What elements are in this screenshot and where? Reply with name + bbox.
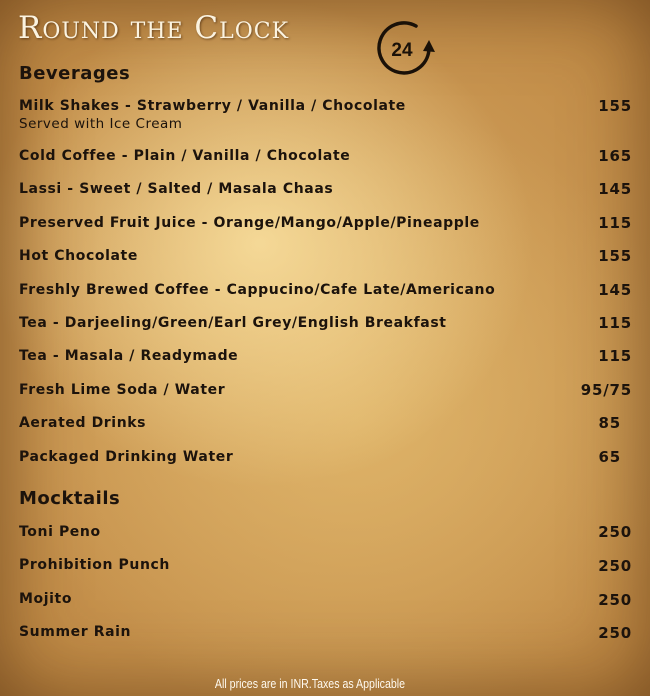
menu-item-name: Fresh Lime Soda / Water [19,382,226,398]
menu-item-price: 85 [598,414,621,432]
menu-item-name: Tea - Masala / Readymade [19,348,239,364]
menu-item-price: 165 [598,147,632,165]
menu-item-name: Milk Shakes - Strawberry / Vanilla / Chocolate [19,98,406,114]
price-note: All prices are in INR.Taxes as Applicable [214,677,406,691]
menu-item-price: 145 [598,281,632,299]
menu-item-name: Cold Coffee - Plain / Vanilla / Chocolate [19,148,351,164]
menu-item-name: Packaged Drinking Water [19,449,234,465]
menu-item-price: 95/75 [580,381,632,399]
menu-item-price: 250 [598,523,632,541]
menu-item-name: Preserved Fruit Juice - Orange/Mango/Apple/Pineapple [19,215,480,231]
menu-item-price: 145 [598,180,632,198]
menu-item-note: Served with Ice Cream [19,116,183,132]
menu-item-name: Aerated Drinks [19,415,147,431]
menu-item-name: Hot Chocolate [19,248,138,264]
menu-title: Round the Clock [18,10,290,46]
menu-item-price: 155 [598,247,632,265]
menu-item-name: Prohibition Punch [19,557,170,573]
clock-24-label: 24 [391,40,413,61]
menu-item-price: 250 [598,557,632,575]
menu-item-name: Lassi - Sweet / Salted / Masala Chaas [19,181,334,197]
menu-item-price: 250 [598,624,632,642]
menu-item-price: 155 [598,97,632,115]
menu-item-price: 115 [598,347,632,365]
menu-item-name: Tea - Darjeeling/Green/Earl Grey/English Breakfast [19,315,447,331]
menu-item-name: Mojito [19,591,73,607]
section-title-beverages: Beverages [19,63,131,84]
menu-item-price: 65 [598,448,621,466]
menu-item-price: 250 [598,591,632,609]
section-title-mocktails: Mocktails [19,488,121,509]
menu-item-name: Toni Peno [19,524,101,540]
clock-24-icon [372,18,436,82]
menu-item-name: Freshly Brewed Coffee - Cappucino/Cafe Late/Americano [19,282,496,298]
menu-item-price: 115 [598,214,632,232]
menu-item-name: Summer Rain [19,624,132,640]
menu-item-price: 115 [598,314,632,332]
